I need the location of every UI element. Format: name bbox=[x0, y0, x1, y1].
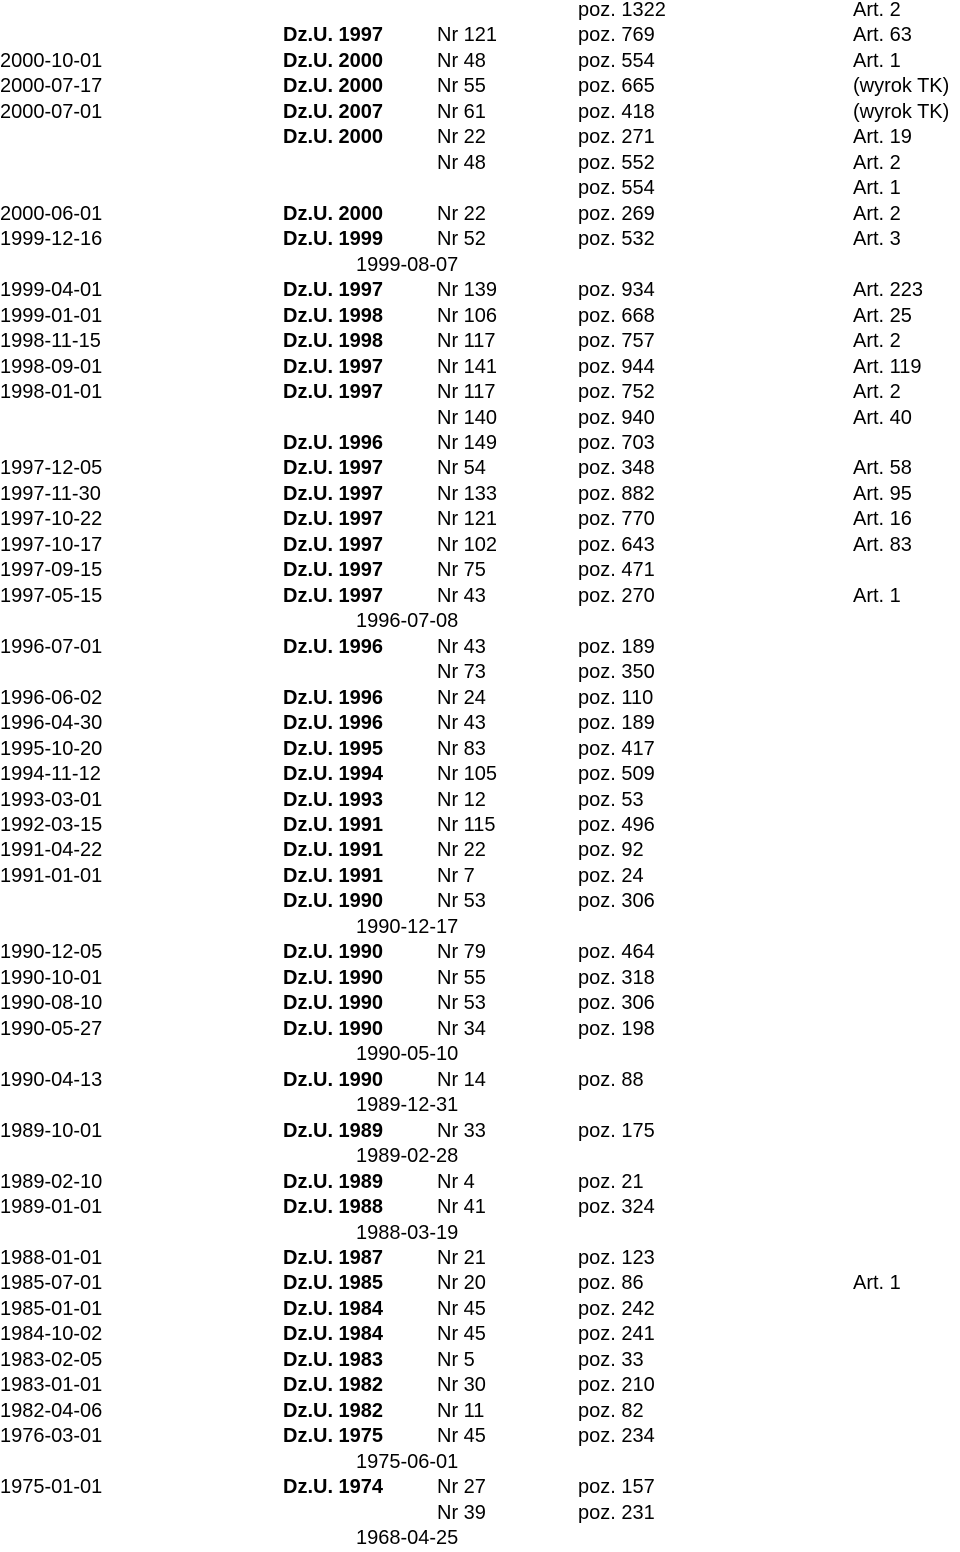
issue-number: Nr 140 bbox=[437, 406, 498, 429]
item-position: poz. 770 bbox=[578, 508, 655, 531]
journal-reference: Dz.U. 1997 bbox=[283, 381, 384, 404]
issue-number: Nr 105 bbox=[437, 763, 498, 786]
article-reference: Art. 2 bbox=[853, 0, 901, 21]
issue-number: Nr 30 bbox=[437, 1374, 486, 1397]
table-row bbox=[0, 1450, 960, 1475]
table-row bbox=[0, 304, 960, 329]
journal-reference: Dz.U. 1995 bbox=[283, 737, 384, 760]
table-row bbox=[0, 125, 960, 150]
article-reference: Art. 83 bbox=[853, 533, 912, 556]
journal-reference: Dz.U. 2000 bbox=[283, 126, 384, 149]
journal-reference: Dz.U. 1982 bbox=[283, 1399, 384, 1422]
table-row bbox=[0, 74, 960, 99]
issue-number: Nr 41 bbox=[437, 1196, 486, 1219]
sub-date: 1975-06-01 bbox=[356, 1450, 459, 1473]
journal-reference: Dz.U. 1991 bbox=[283, 814, 384, 836]
table-row bbox=[0, 456, 960, 481]
table-row bbox=[0, 23, 960, 48]
sub-date: 1989-12-31 bbox=[356, 1094, 459, 1117]
effective-date: 1997-09-15 bbox=[0, 559, 103, 582]
journal-reference: Dz.U. 1990 bbox=[283, 1068, 384, 1091]
table-row bbox=[0, 1017, 960, 1042]
effective-date: 1985-07-01 bbox=[0, 1272, 103, 1295]
issue-number: Nr 33 bbox=[437, 1119, 486, 1142]
item-position: poz. 306 bbox=[578, 890, 655, 913]
journal-reference: Dz.U. 1990 bbox=[283, 1017, 384, 1040]
sub-date: 1989-02-28 bbox=[356, 1145, 459, 1168]
table-row bbox=[0, 966, 960, 991]
item-position: poz. 665 bbox=[578, 75, 655, 98]
table-row bbox=[0, 864, 960, 889]
article-reference: Art. 16 bbox=[853, 508, 912, 531]
issue-number: Nr 106 bbox=[437, 304, 498, 327]
article-reference: Art. 1 bbox=[853, 177, 901, 200]
table-row bbox=[0, 278, 960, 303]
item-position: poz. 554 bbox=[578, 177, 655, 200]
table-row bbox=[0, 406, 960, 431]
item-position: poz. 318 bbox=[578, 966, 655, 989]
table-row bbox=[0, 1348, 960, 1373]
table-row bbox=[0, 253, 960, 278]
table-row bbox=[0, 711, 960, 736]
table-row bbox=[0, 151, 960, 176]
journal-reference: Dz.U. 1984 bbox=[283, 1323, 384, 1346]
table-row bbox=[0, 355, 960, 380]
effective-date: 1997-11-30 bbox=[0, 482, 101, 505]
effective-date: 2000-10-01 bbox=[0, 49, 103, 72]
item-position: poz. 270 bbox=[578, 584, 655, 607]
journal-reference: Dz.U. 1991 bbox=[283, 839, 384, 862]
table-row bbox=[0, 227, 960, 252]
item-position: poz. 88 bbox=[578, 1068, 644, 1091]
table-row bbox=[0, 380, 960, 405]
journal-reference: Dz.U. 2000 bbox=[283, 202, 384, 225]
issue-number: Nr 73 bbox=[437, 661, 486, 684]
table-row bbox=[0, 558, 960, 583]
item-position: poz. 940 bbox=[578, 406, 655, 429]
issue-number: Nr 24 bbox=[437, 686, 486, 709]
table-row bbox=[0, 1297, 960, 1322]
table-row bbox=[0, 609, 960, 634]
table-row bbox=[0, 838, 960, 863]
effective-date: 2000-07-01 bbox=[0, 100, 103, 123]
effective-date: 1990-05-27 bbox=[0, 1017, 103, 1040]
issue-number: Nr 21 bbox=[437, 1246, 486, 1269]
journal-reference: Dz.U. 1993 bbox=[283, 788, 384, 811]
item-position: poz. 496 bbox=[578, 814, 655, 836]
journal-reference: Dz.U. 1997 bbox=[283, 559, 384, 582]
table-row bbox=[0, 1399, 960, 1424]
effective-date: 1997-10-17 bbox=[0, 533, 103, 556]
issue-number: Nr 117 bbox=[437, 330, 496, 353]
table-row bbox=[0, 1424, 960, 1449]
issue-number: Nr 39 bbox=[437, 1501, 486, 1524]
issue-number: Nr 117 bbox=[437, 381, 496, 404]
issue-number: Nr 55 bbox=[437, 75, 486, 98]
issue-number: Nr 43 bbox=[437, 635, 486, 658]
table-row bbox=[0, 1271, 960, 1296]
journal-reference: Dz.U. 1996 bbox=[283, 635, 384, 658]
article-reference: Art. 1 bbox=[853, 1272, 901, 1295]
item-position: poz. 33 bbox=[578, 1348, 644, 1371]
table-row bbox=[0, 49, 960, 74]
effective-date: 1983-02-05 bbox=[0, 1348, 103, 1371]
article-reference: Art. 223 bbox=[853, 279, 924, 302]
table-row bbox=[0, 1195, 960, 1220]
table-row bbox=[0, 1119, 960, 1144]
issue-number: Nr 61 bbox=[437, 100, 486, 123]
table-row bbox=[0, 889, 960, 914]
issue-number: Nr 48 bbox=[437, 49, 486, 72]
issue-number: Nr 45 bbox=[437, 1425, 486, 1448]
item-position: poz. 269 bbox=[578, 202, 655, 225]
effective-date: 1997-10-22 bbox=[0, 508, 103, 531]
item-position: poz. 198 bbox=[578, 1017, 655, 1040]
journal-reference: Dz.U. 2000 bbox=[283, 75, 384, 98]
table-row bbox=[0, 329, 960, 354]
item-position: poz. 271 bbox=[578, 126, 655, 149]
item-position: poz. 241 bbox=[578, 1323, 655, 1346]
journal-reference: Dz.U. 1990 bbox=[283, 941, 384, 964]
issue-number: Nr 55 bbox=[437, 966, 486, 989]
issue-number: Nr 4 bbox=[437, 1170, 475, 1193]
table-row bbox=[0, 737, 960, 762]
article-reference: Art. 2 bbox=[853, 202, 901, 225]
effective-date: 1990-04-13 bbox=[0, 1068, 103, 1091]
effective-date: 1991-04-22 bbox=[0, 839, 103, 862]
sub-date: 1999-08-07 bbox=[356, 253, 459, 276]
journal-reference: Dz.U. 1998 bbox=[283, 330, 384, 353]
effective-date: 2000-07-17 bbox=[0, 75, 103, 98]
issue-number: Nr 53 bbox=[437, 992, 486, 1015]
item-position: poz. 757 bbox=[578, 330, 655, 353]
journal-reference: Dz.U. 1988 bbox=[283, 1196, 384, 1219]
issue-number: Nr 5 bbox=[437, 1348, 475, 1371]
table-row bbox=[0, 660, 960, 685]
issue-number: Nr 22 bbox=[437, 126, 486, 149]
table-row bbox=[0, 1373, 960, 1398]
item-position: poz. 189 bbox=[578, 712, 655, 735]
item-position: poz. 53 bbox=[578, 788, 644, 811]
journal-reference: Dz.U. 1997 bbox=[283, 24, 384, 47]
effective-date: 1989-02-10 bbox=[0, 1170, 103, 1193]
article-reference: Art. 3 bbox=[853, 228, 901, 251]
table-row bbox=[0, 431, 960, 456]
journal-reference: Dz.U. 1989 bbox=[283, 1170, 384, 1193]
sub-date: 1990-05-10 bbox=[356, 1043, 459, 1066]
item-position: poz. 324 bbox=[578, 1196, 655, 1219]
sub-date: 1990-12-17 bbox=[356, 915, 459, 938]
journal-reference: Dz.U. 1989 bbox=[283, 1119, 384, 1142]
table-row bbox=[0, 1475, 960, 1500]
journal-reference: Dz.U. 2007 bbox=[283, 100, 384, 123]
effective-date: 1985-01-01 bbox=[0, 1297, 103, 1320]
journal-reference: Dz.U. 1985 bbox=[283, 1272, 384, 1295]
article-reference: Art. 25 bbox=[853, 304, 912, 327]
journal-reference: Dz.U. 1997 bbox=[283, 533, 384, 556]
issue-number: Nr 141 bbox=[437, 355, 498, 378]
journal-reference: Dz.U. 1997 bbox=[283, 355, 384, 378]
table-row bbox=[0, 1501, 960, 1526]
effective-date: 1989-01-01 bbox=[0, 1196, 103, 1219]
issue-number: Nr 48 bbox=[437, 151, 486, 174]
table-row bbox=[0, 788, 960, 813]
issue-number: Nr 54 bbox=[437, 457, 486, 480]
table-row bbox=[0, 482, 960, 507]
journal-reference: Dz.U. 1984 bbox=[283, 1297, 384, 1320]
table-row bbox=[0, 584, 960, 609]
item-position: poz. 471 bbox=[578, 559, 655, 582]
item-position: poz. 157 bbox=[578, 1476, 655, 1499]
item-position: poz. 464 bbox=[578, 941, 655, 964]
item-position: poz. 306 bbox=[578, 992, 655, 1015]
item-position: poz. 769 bbox=[578, 24, 655, 47]
effective-date: 1988-01-01 bbox=[0, 1246, 103, 1269]
table-row bbox=[0, 202, 960, 227]
article-reference: (wyrok TK) bbox=[853, 100, 950, 123]
journal-reference: Dz.U. 1994 bbox=[283, 763, 384, 786]
journal-reference: Dz.U. 1997 bbox=[283, 457, 384, 480]
item-position: poz. 417 bbox=[578, 737, 655, 760]
table-row bbox=[0, 1170, 960, 1195]
effective-date: 1991-01-01 bbox=[0, 864, 103, 887]
table-row bbox=[0, 915, 960, 940]
item-position: poz. 210 bbox=[578, 1374, 655, 1397]
item-position: poz. 86 bbox=[578, 1272, 644, 1295]
effective-date: 1996-04-30 bbox=[0, 712, 103, 735]
issue-number: Nr 34 bbox=[437, 1017, 486, 1040]
item-position: poz. 509 bbox=[578, 763, 655, 786]
journal-reference: Dz.U. 1996 bbox=[283, 431, 384, 454]
item-position: poz. 944 bbox=[578, 355, 655, 378]
table-row bbox=[0, 813, 960, 838]
effective-date: 1997-12-05 bbox=[0, 457, 103, 480]
article-reference: Art. 95 bbox=[853, 482, 912, 505]
journal-reference: Dz.U. 1975 bbox=[283, 1425, 384, 1448]
article-reference: Art. 40 bbox=[853, 406, 912, 429]
article-reference: (wyrok TK) bbox=[853, 75, 950, 98]
issue-number: Nr 102 bbox=[437, 533, 498, 556]
issue-number: Nr 43 bbox=[437, 712, 486, 735]
item-position: poz. 92 bbox=[578, 839, 644, 862]
item-position: poz. 752 bbox=[578, 381, 655, 404]
issue-number: Nr 149 bbox=[437, 431, 498, 454]
effective-date: 1990-10-01 bbox=[0, 966, 103, 989]
item-position: poz. 123 bbox=[578, 1246, 655, 1269]
journal-reference: Dz.U. 1987 bbox=[283, 1246, 384, 1269]
issue-number: Nr 45 bbox=[437, 1297, 486, 1320]
sub-date: 1968-04-25 bbox=[356, 1527, 459, 1550]
item-position: poz. 24 bbox=[578, 864, 644, 887]
item-position: poz. 234 bbox=[578, 1425, 655, 1448]
item-position: poz. 242 bbox=[578, 1297, 655, 1320]
effective-date: 1982-04-06 bbox=[0, 1399, 103, 1422]
item-position: poz. 554 bbox=[578, 49, 655, 72]
table-row bbox=[0, 1246, 960, 1271]
effective-date: 1996-07-01 bbox=[0, 635, 103, 658]
sub-date: 1988-03-19 bbox=[356, 1221, 459, 1244]
table-row bbox=[0, 991, 960, 1016]
journal-reference: Dz.U. 1982 bbox=[283, 1374, 384, 1397]
issue-number: Nr 139 bbox=[437, 279, 498, 302]
item-position: poz. 418 bbox=[578, 100, 655, 123]
item-position: poz. 21 bbox=[578, 1170, 644, 1193]
effective-date: 1990-08-10 bbox=[0, 992, 103, 1015]
effective-date: 1997-05-15 bbox=[0, 584, 103, 607]
journal-reference: Dz.U. 1998 bbox=[283, 304, 384, 327]
issue-number: Nr 43 bbox=[437, 584, 486, 607]
item-position: poz. 231 bbox=[578, 1501, 655, 1524]
issue-number: Nr 22 bbox=[437, 839, 486, 862]
item-position: poz. 703 bbox=[578, 431, 655, 454]
item-position: poz. 643 bbox=[578, 533, 655, 556]
journal-reference: Dz.U. 1991 bbox=[283, 864, 384, 887]
table-row bbox=[0, 1221, 960, 1246]
table-row bbox=[0, 176, 960, 201]
issue-number: Nr 52 bbox=[437, 228, 486, 251]
effective-date: 1976-03-01 bbox=[0, 1425, 103, 1448]
item-position: poz. 1322 bbox=[578, 0, 666, 21]
effective-date: 1975-01-01 bbox=[0, 1476, 103, 1499]
effective-date: 1989-10-01 bbox=[0, 1119, 103, 1142]
article-reference: Art. 63 bbox=[853, 24, 912, 47]
issue-number: Nr 45 bbox=[437, 1323, 486, 1346]
table-row bbox=[0, 533, 960, 558]
effective-date: 1994-11-12 bbox=[0, 763, 101, 786]
effective-date: 1998-11-15 bbox=[0, 330, 101, 353]
issue-number: Nr 22 bbox=[437, 202, 486, 225]
table-row bbox=[0, 1042, 960, 1067]
table-row bbox=[0, 1322, 960, 1347]
issue-number: Nr 53 bbox=[437, 890, 486, 913]
journal-reference: Dz.U. 2000 bbox=[283, 49, 384, 72]
journal-reference: Dz.U. 1999 bbox=[283, 228, 384, 251]
journal-reference: Dz.U. 1997 bbox=[283, 279, 384, 302]
issue-number: Nr 11 bbox=[437, 1399, 485, 1422]
issue-number: Nr 79 bbox=[437, 941, 486, 964]
table-row bbox=[0, 686, 960, 711]
effective-date: 1998-01-01 bbox=[0, 381, 103, 404]
item-position: poz. 350 bbox=[578, 661, 655, 684]
table-row bbox=[0, 0, 960, 23]
effective-date: 1990-12-05 bbox=[0, 941, 103, 964]
journal-reference: Dz.U. 1996 bbox=[283, 686, 384, 709]
journal-reference: Dz.U. 1997 bbox=[283, 482, 384, 505]
item-position: poz. 175 bbox=[578, 1119, 655, 1142]
journal-reference: Dz.U. 1996 bbox=[283, 712, 384, 735]
article-reference: Art. 1 bbox=[853, 584, 901, 607]
table-row bbox=[0, 1093, 960, 1118]
table-row bbox=[0, 762, 960, 787]
effective-date: 1993-03-01 bbox=[0, 788, 103, 811]
effective-date: 1998-09-01 bbox=[0, 355, 103, 378]
item-position: poz. 532 bbox=[578, 228, 655, 251]
table-row bbox=[0, 100, 960, 125]
issue-number: Nr 83 bbox=[437, 737, 486, 760]
article-reference: Art. 58 bbox=[853, 457, 912, 480]
sub-date: 1996-07-08 bbox=[356, 610, 459, 633]
article-reference: Art. 2 bbox=[853, 381, 901, 404]
table-row bbox=[0, 507, 960, 532]
issue-number: Nr 27 bbox=[437, 1476, 486, 1499]
article-reference: Art. 2 bbox=[853, 330, 901, 353]
table-row bbox=[0, 1526, 960, 1551]
item-position: poz. 882 bbox=[578, 482, 655, 505]
table-row bbox=[0, 635, 960, 660]
effective-date: 2000-06-01 bbox=[0, 202, 103, 225]
issue-number: Nr 7 bbox=[437, 864, 475, 887]
table-row bbox=[0, 1144, 960, 1169]
item-position: poz. 110 bbox=[578, 686, 654, 709]
item-position: poz. 189 bbox=[578, 635, 655, 658]
item-position: poz. 552 bbox=[578, 151, 655, 174]
effective-date: 1992-03-15 bbox=[0, 814, 103, 836]
journal-reference: Dz.U. 1990 bbox=[283, 966, 384, 989]
journal-reference: Dz.U. 1990 bbox=[283, 890, 384, 913]
table-row bbox=[0, 1068, 960, 1093]
issue-number: Nr 20 bbox=[437, 1272, 486, 1295]
journal-reference: Dz.U. 1990 bbox=[283, 992, 384, 1015]
item-position: poz. 82 bbox=[578, 1399, 644, 1422]
issue-number: Nr 121 bbox=[437, 508, 498, 531]
effective-date: 1995-10-20 bbox=[0, 737, 103, 760]
item-position: poz. 348 bbox=[578, 457, 655, 480]
table-row bbox=[0, 940, 960, 965]
journal-reference: Dz.U. 1983 bbox=[283, 1348, 384, 1371]
effective-date: 1999-12-16 bbox=[0, 228, 103, 251]
effective-date: 1996-06-02 bbox=[0, 686, 103, 709]
issue-number: Nr 75 bbox=[437, 559, 486, 582]
item-position: poz. 668 bbox=[578, 304, 655, 327]
effective-date: 1983-01-01 bbox=[0, 1374, 103, 1397]
effective-date: 1999-01-01 bbox=[0, 304, 103, 327]
article-reference: Art. 119 bbox=[853, 355, 922, 378]
issue-number: Nr 14 bbox=[437, 1068, 486, 1091]
issue-number: Nr 121 bbox=[437, 24, 498, 47]
issue-number: Nr 115 bbox=[437, 814, 496, 836]
article-reference: Art. 2 bbox=[853, 151, 901, 174]
journal-reference: Dz.U. 1997 bbox=[283, 584, 384, 607]
item-position: poz. 934 bbox=[578, 279, 655, 302]
article-reference: Art. 1 bbox=[853, 49, 901, 72]
article-reference: Art. 19 bbox=[853, 126, 912, 149]
effective-date: 1984-10-02 bbox=[0, 1323, 103, 1346]
effective-date: 1999-04-01 bbox=[0, 279, 103, 302]
issue-number: Nr 133 bbox=[437, 482, 498, 505]
issue-number: Nr 12 bbox=[437, 788, 486, 811]
journal-reference: Dz.U. 1997 bbox=[283, 508, 384, 531]
journal-reference: Dz.U. 1974 bbox=[283, 1476, 384, 1499]
